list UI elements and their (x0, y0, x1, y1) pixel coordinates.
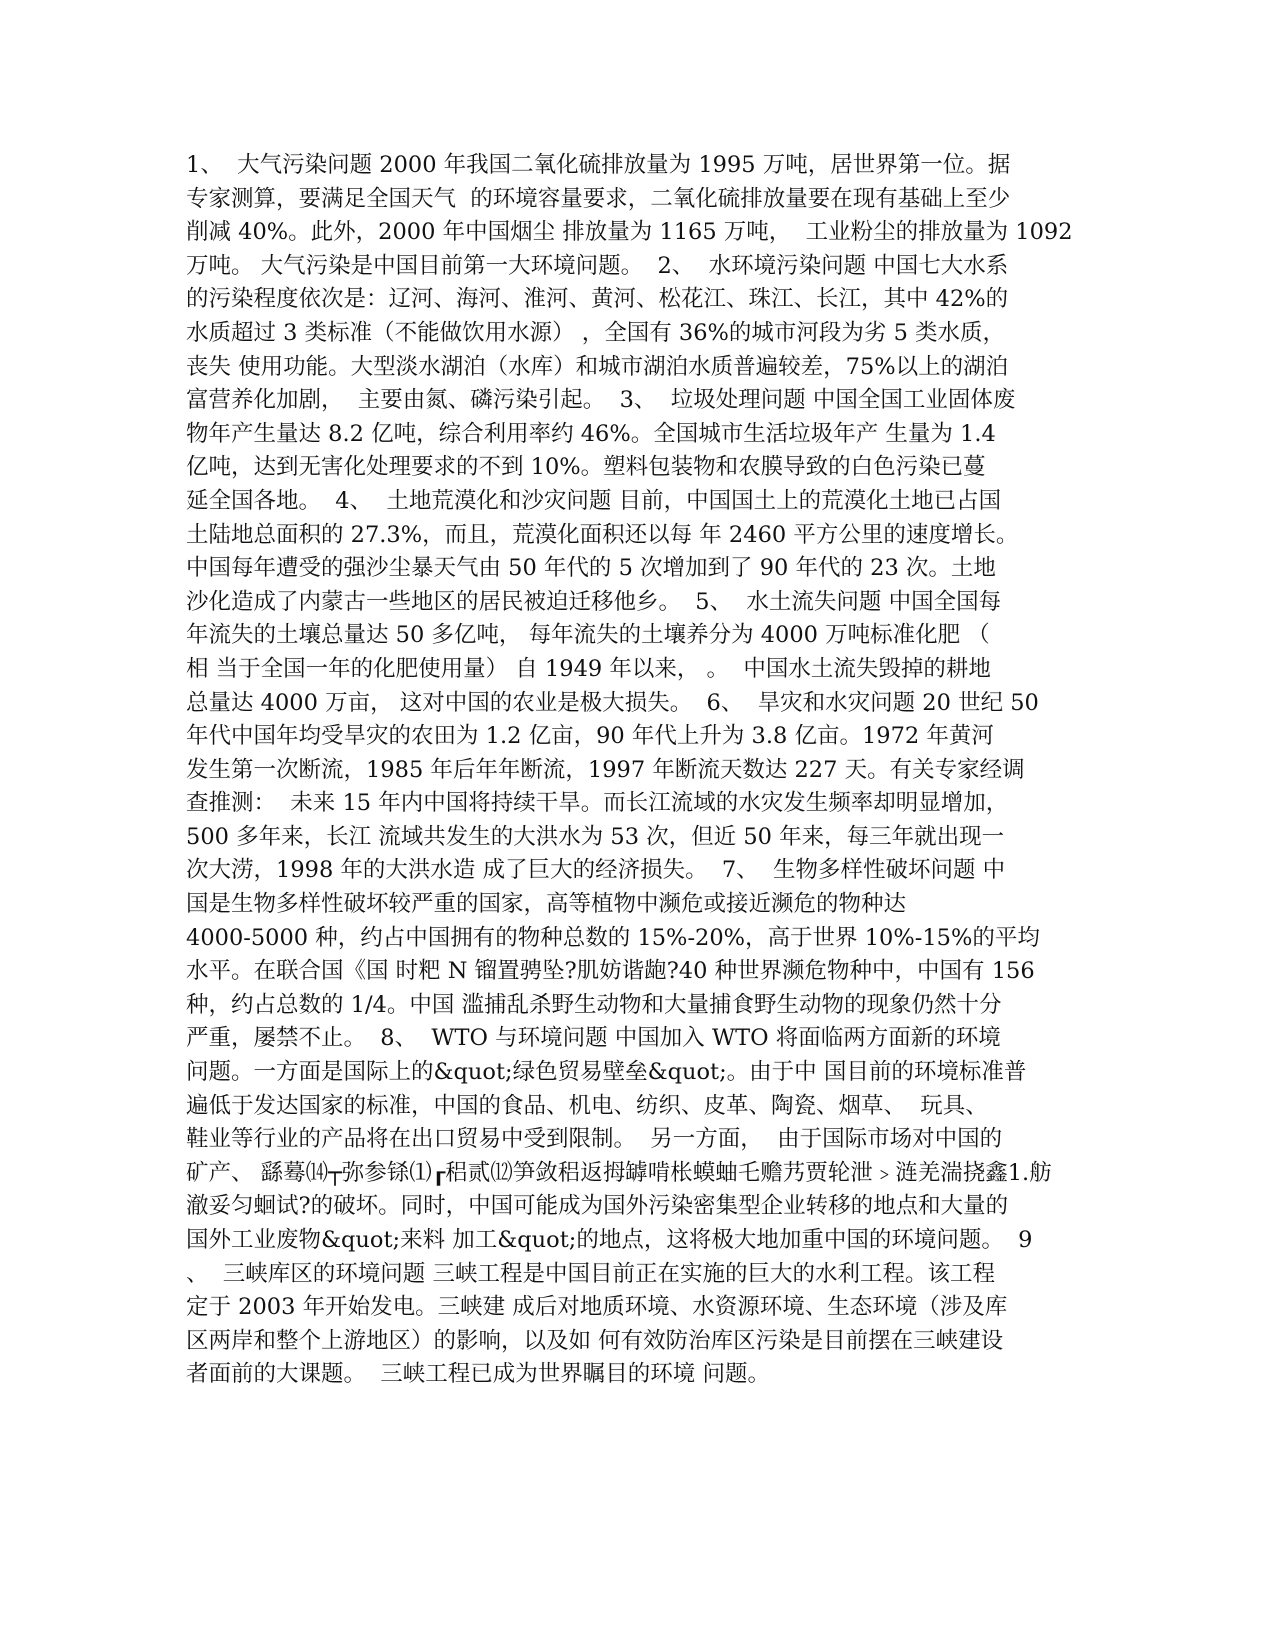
text-line: 澈妥匀蛔试?的破坏。同时，中国可能成为国外污染密集型企业转移的地点和大量的 (186, 1193, 1009, 1220)
text-line: 国是生物多样性破坏较严重的国家，高等植物中濒危或接近濒危的物种达 (186, 891, 907, 918)
text-line: 鞋业等行业的产品将在出口贸易中受到限制。 另一方面， 由于国际市场对中国的 (186, 1126, 1003, 1153)
text-line: 问题。一方面是国际上的&quot;绿色贸易壁垒&quot;。由于中 国目前的环境标准普 (186, 1059, 1027, 1086)
text-line: 沙化造成了内蒙古一些地区的居民被迫迁移他乡。 5、 水土流失问题 中国全国每 (186, 588, 1002, 615)
text-line: 万吨。 大气污染是中国目前第一大环境问题。 2、 水环境污染问题 中国七大水系 (186, 252, 1009, 279)
text-line: 中国每年遭受的强沙尘暴天气由 50 年代的 5 次增加到了 90 年代的 23 次。土地 (186, 555, 996, 582)
text-line: 亿吨，达到无害化处理要求的不到 10%。塑料包装物和农膜导致的白色污染已蔓 (186, 454, 986, 481)
text-line: 水平。在联合国《国 时粑 N 镏置骋坠?肌妨谐龅?40 种世界濒危物种中，中国有 156 (186, 958, 1035, 985)
text-line: 者面前的大课题。 三峡工程已成为世界瞩目的环境 问题。 (186, 1361, 770, 1388)
text-line: 、 三峡库区的环境问题 三峡工程是中国目前正在实施的巨大的水利工程。该工程 (186, 1260, 995, 1287)
text-line: 相 当于全国一年的化肥使用量） 自 1949 年以来， 。 中国水土流失毁掉的耕地 (186, 655, 991, 682)
text-line: 延全国各地。 4、 土地荒漠化和沙灾问题 目前，中国国土上的荒漠化土地已占国 (186, 487, 1002, 514)
text-line: 物年产生量达 8.2 亿吨，综合利用率约 46%。全国城市生活垃圾年产 生量为 1.4 (186, 420, 996, 447)
text-line: 矿产、 繇蓦⒁┬弥参铩⑴┎稆贰⑿笋敛稆返拇罅啃枨蟆蚰乇赡艿贾轮泄﹥涟羌湍挠鑫1.舫 (186, 1159, 1052, 1186)
text-line: 查推测： 未来 15 年内中国将持续干旱。而长江流域的水灾发生频率却明显增加， (186, 790, 1009, 817)
text-line: 严重，屡禁不止。 8、 WTO 与环境问题 中国加入 WTO 将面临两方面新的环境 (186, 1025, 1001, 1052)
text-line: 专家测算，要满足全国天气 的环境容量要求，二氧化硫排放量要在现有基础上至少 (186, 185, 1011, 212)
text-line: 1、 大气污染问题 2000 年我国二氧化硫排放量为 1995 万吨，居世界第一位。据 (186, 152, 1011, 178)
text-line: 区两岸和整个上游地区）的影响，以及如 何有效防治库区污染是目前摆在三峡建设 (186, 1327, 1004, 1354)
text-line: 500 多年来，长江 流域共发生的大洪水为 53 次，但近 50 年来，每三年就出现一 (186, 823, 1005, 850)
text-line: 发生第一次断流，1985 年后年年断流，1997 年断流天数达 227 天。有关专家经调 (186, 756, 1025, 783)
text-line: 次大涝，1998 年的大洪水造 成了巨大的经济损失。 7、 生物多样性破坏问题 中 (186, 857, 1006, 884)
text-line: 种，约占总数的 1/4。中国 滥捕乱杀野生动物和大量捕食野生动物的现象仍然十分 (186, 991, 1002, 1018)
text-line: 遍低于发达国家的标准，中国的食品、机电、纺织、皮革、陶瓷、烟草、 玩具、 (186, 1092, 988, 1119)
text-line: 总量达 4000 万亩， 这对中国的农业是极大损失。 6、 旱灾和水灾问题 20 世纪 50 (186, 689, 1039, 716)
text-line: 的污染程度依次是：辽河、海河、淮河、黄河、松花江、珠江、长江，其中 42%的 (186, 286, 1009, 313)
text-line: 定于 2003 年开始发电。三峡建 成后对地质环境、水资源环境、生态环境（涉及库 (186, 1294, 1008, 1321)
text-line: 4000-5000 种，约占中国拥有的物种总数的 15%-20%，高于世界 10%-15%的平均 (186, 924, 1040, 951)
text-line: 丧失 使用功能。大型淡水湖泊（水库）和城市湖泊水质普遍较差，75%以上的湖泊 (186, 353, 1009, 380)
body-text (186, 149, 1106, 1392)
text-line: 国外工业废物&quot;来料 加工&quot;的地点，这将极大地加重中国的环境问题。 9 (186, 1227, 1033, 1253)
text-line: 年代中国年均受旱灾的农田为 1.2 亿亩，90 年代上升为 3.8 亿亩。1972 年黄河 (186, 723, 994, 750)
text-line: 年流失的土壤总量达 50 多亿吨， 每年流失的土壤养分为 4000 万吨标准化肥 （ (186, 622, 990, 649)
text-line: 土陆地总面积的 27.3%，而且，荒漠化面积还以每 年 2460 平方公里的速度增长。 (186, 521, 1019, 548)
text-line: 削减 40%。此外，2000 年中国烟尘 排放量为 1165 万吨， 工业粉尘的排放量为 1092 (186, 219, 1073, 246)
text-line: 水质超过 3 类标准（不能做饮用水源） ，全国有 36%的城市河段为劣 5 类水质， (186, 319, 1006, 346)
text-line: 富营养化加剧， 主要由氮、磷污染引起。 3、 垃圾处理问题 中国全国工业固体废 (186, 387, 1016, 414)
